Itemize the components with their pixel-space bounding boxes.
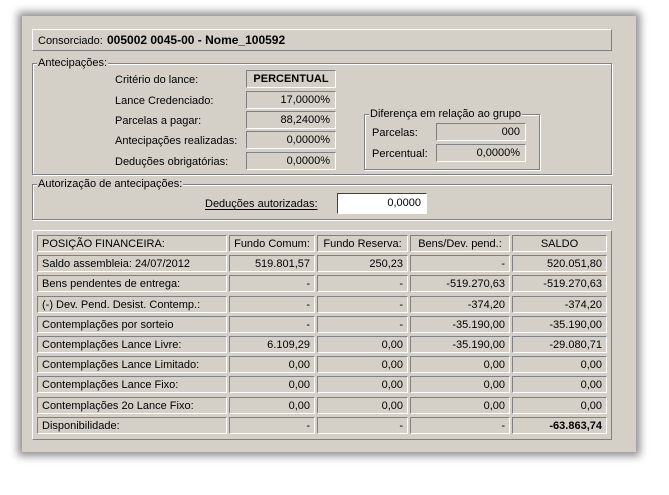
row-4-label: Contemplações por sorteio: [37, 316, 227, 333]
row-2-saldo: -519.270,63: [512, 275, 607, 292]
lance-credenciado-label: Lance Credenciado:: [115, 95, 214, 107]
row-9-fundo-comum: -: [229, 417, 315, 434]
row-8-label: Contemplações 2o Lance Fixo:: [37, 397, 227, 414]
row-6-fundo-reserva: 0,00: [317, 356, 408, 373]
row-8-fundo-reserva: 0,00: [317, 397, 408, 414]
row-2-bens-dev: -519.270,63: [410, 275, 510, 292]
row-3-fundo-reserva: -: [317, 296, 408, 313]
autorizacao-legend: Autorização de antecipações:: [38, 178, 183, 190]
row-5-fundo-reserva: 0,00: [317, 336, 408, 353]
row-1-fundo-reserva: 250,23: [317, 255, 408, 272]
header-fundo-reserva: Fundo Reserva:: [317, 235, 408, 252]
parcelas-label: Parcelas:: [372, 127, 418, 139]
row-1-bens-dev: -: [410, 255, 510, 272]
row-3-saldo: -374,20: [512, 296, 607, 313]
percentual-value: 0,0000%: [436, 144, 526, 162]
percentual-label: Percentual:: [372, 148, 428, 160]
row-3-fundo-comum: -: [229, 296, 315, 313]
row-2-fundo-comum: -: [229, 275, 315, 292]
row-7-bens-dev: 0,00: [410, 376, 510, 393]
parcelas-pagar-label: Parcelas a pagar:: [115, 115, 202, 127]
consorciado-label: Consorciado:: [38, 35, 103, 47]
row-8-saldo: 0,00: [512, 397, 607, 414]
deducoes-obrigatorias-label: Deduções obrigatórias:: [115, 156, 229, 168]
row-3-bens-dev: -374,20: [410, 296, 510, 313]
deducoes-autorizadas-input[interactable]: 0,0000: [337, 193, 427, 214]
row-9-bens-dev: -: [410, 417, 510, 434]
row-5-bens-dev: -35.190,00: [410, 336, 510, 353]
row-5-label: Contemplações Lance Livre:: [37, 336, 227, 353]
row-7-saldo: 0,00: [512, 376, 607, 393]
row-3-label: (-) Dev. Pend. Desist. Contemp.:: [37, 296, 227, 313]
row-5-saldo: -29.080,71: [512, 336, 607, 353]
consorciado-value: 005002 0045-00 - Nome_100592: [107, 33, 286, 47]
row-6-fundo-comum: 0,00: [229, 356, 315, 373]
row-7-fundo-comum: 0,00: [229, 376, 315, 393]
row-9-saldo: -63.863,74: [512, 417, 607, 434]
row-6-label: Contemplações Lance Limitado:: [37, 356, 227, 373]
row-4-fundo-reserva: -: [317, 316, 408, 333]
row-7-fundo-reserva: 0,00: [317, 376, 408, 393]
antecipacoes-realizadas-value: 0,0000%: [246, 131, 336, 149]
row-6-bens-dev: 0,00: [410, 356, 510, 373]
criterio-lance-label: Critério do lance:: [115, 74, 199, 86]
row-7-label: Contemplações Lance Fixo:: [37, 376, 227, 393]
antecipacoes-legend: Antecipações:: [38, 57, 108, 69]
row-9-fundo-reserva: -: [317, 417, 408, 434]
row-1-fundo-comum: 519.801,57: [229, 255, 315, 272]
row-1-label: Saldo assembleia: 24/07/2012: [37, 255, 227, 272]
consorciado-window: [22, 16, 636, 452]
row-6-saldo: 0,00: [512, 356, 607, 373]
deducoes-obrigatorias-value: 0,0000%: [246, 152, 336, 170]
row-4-bens-dev: -35.190,00: [410, 316, 510, 333]
criterio-lance-value: PERCENTUAL: [246, 70, 336, 88]
header-fundo-comum: Fundo Comum:: [229, 235, 315, 252]
row-2-fundo-reserva: -: [317, 275, 408, 292]
row-4-saldo: -35.190,00: [512, 316, 607, 333]
deducoes-autorizadas-label: Deduções autorizadas:: [205, 198, 318, 210]
row-4-fundo-comum: -: [229, 316, 315, 333]
header-saldo: SALDO: [512, 235, 607, 252]
row-9-label: Disponibilidade:: [37, 417, 227, 434]
row-1-saldo: 520.051,80: [512, 255, 607, 272]
diferenca-legend: Diferença em relação ao grupo: [370, 108, 522, 120]
row-8-fundo-comum: 0,00: [229, 397, 315, 414]
row-8-bens-dev: 0,00: [410, 397, 510, 414]
row-5-fundo-comum: 6.109,29: [229, 336, 315, 353]
parcelas-value: 000: [436, 123, 526, 141]
lance-credenciado-value: 17,0000%: [246, 91, 336, 109]
header-label: POSIÇÃO FINANCEIRA:: [37, 235, 227, 252]
antecipacoes-realizadas-label: Antecipações realizadas:: [115, 135, 238, 147]
row-2-label: Bens pendentes de entrega:: [37, 275, 227, 292]
parcelas-pagar-value: 88,2400%: [246, 111, 336, 129]
header-bens-dev: Bens/Dev. pend.:: [410, 235, 510, 252]
